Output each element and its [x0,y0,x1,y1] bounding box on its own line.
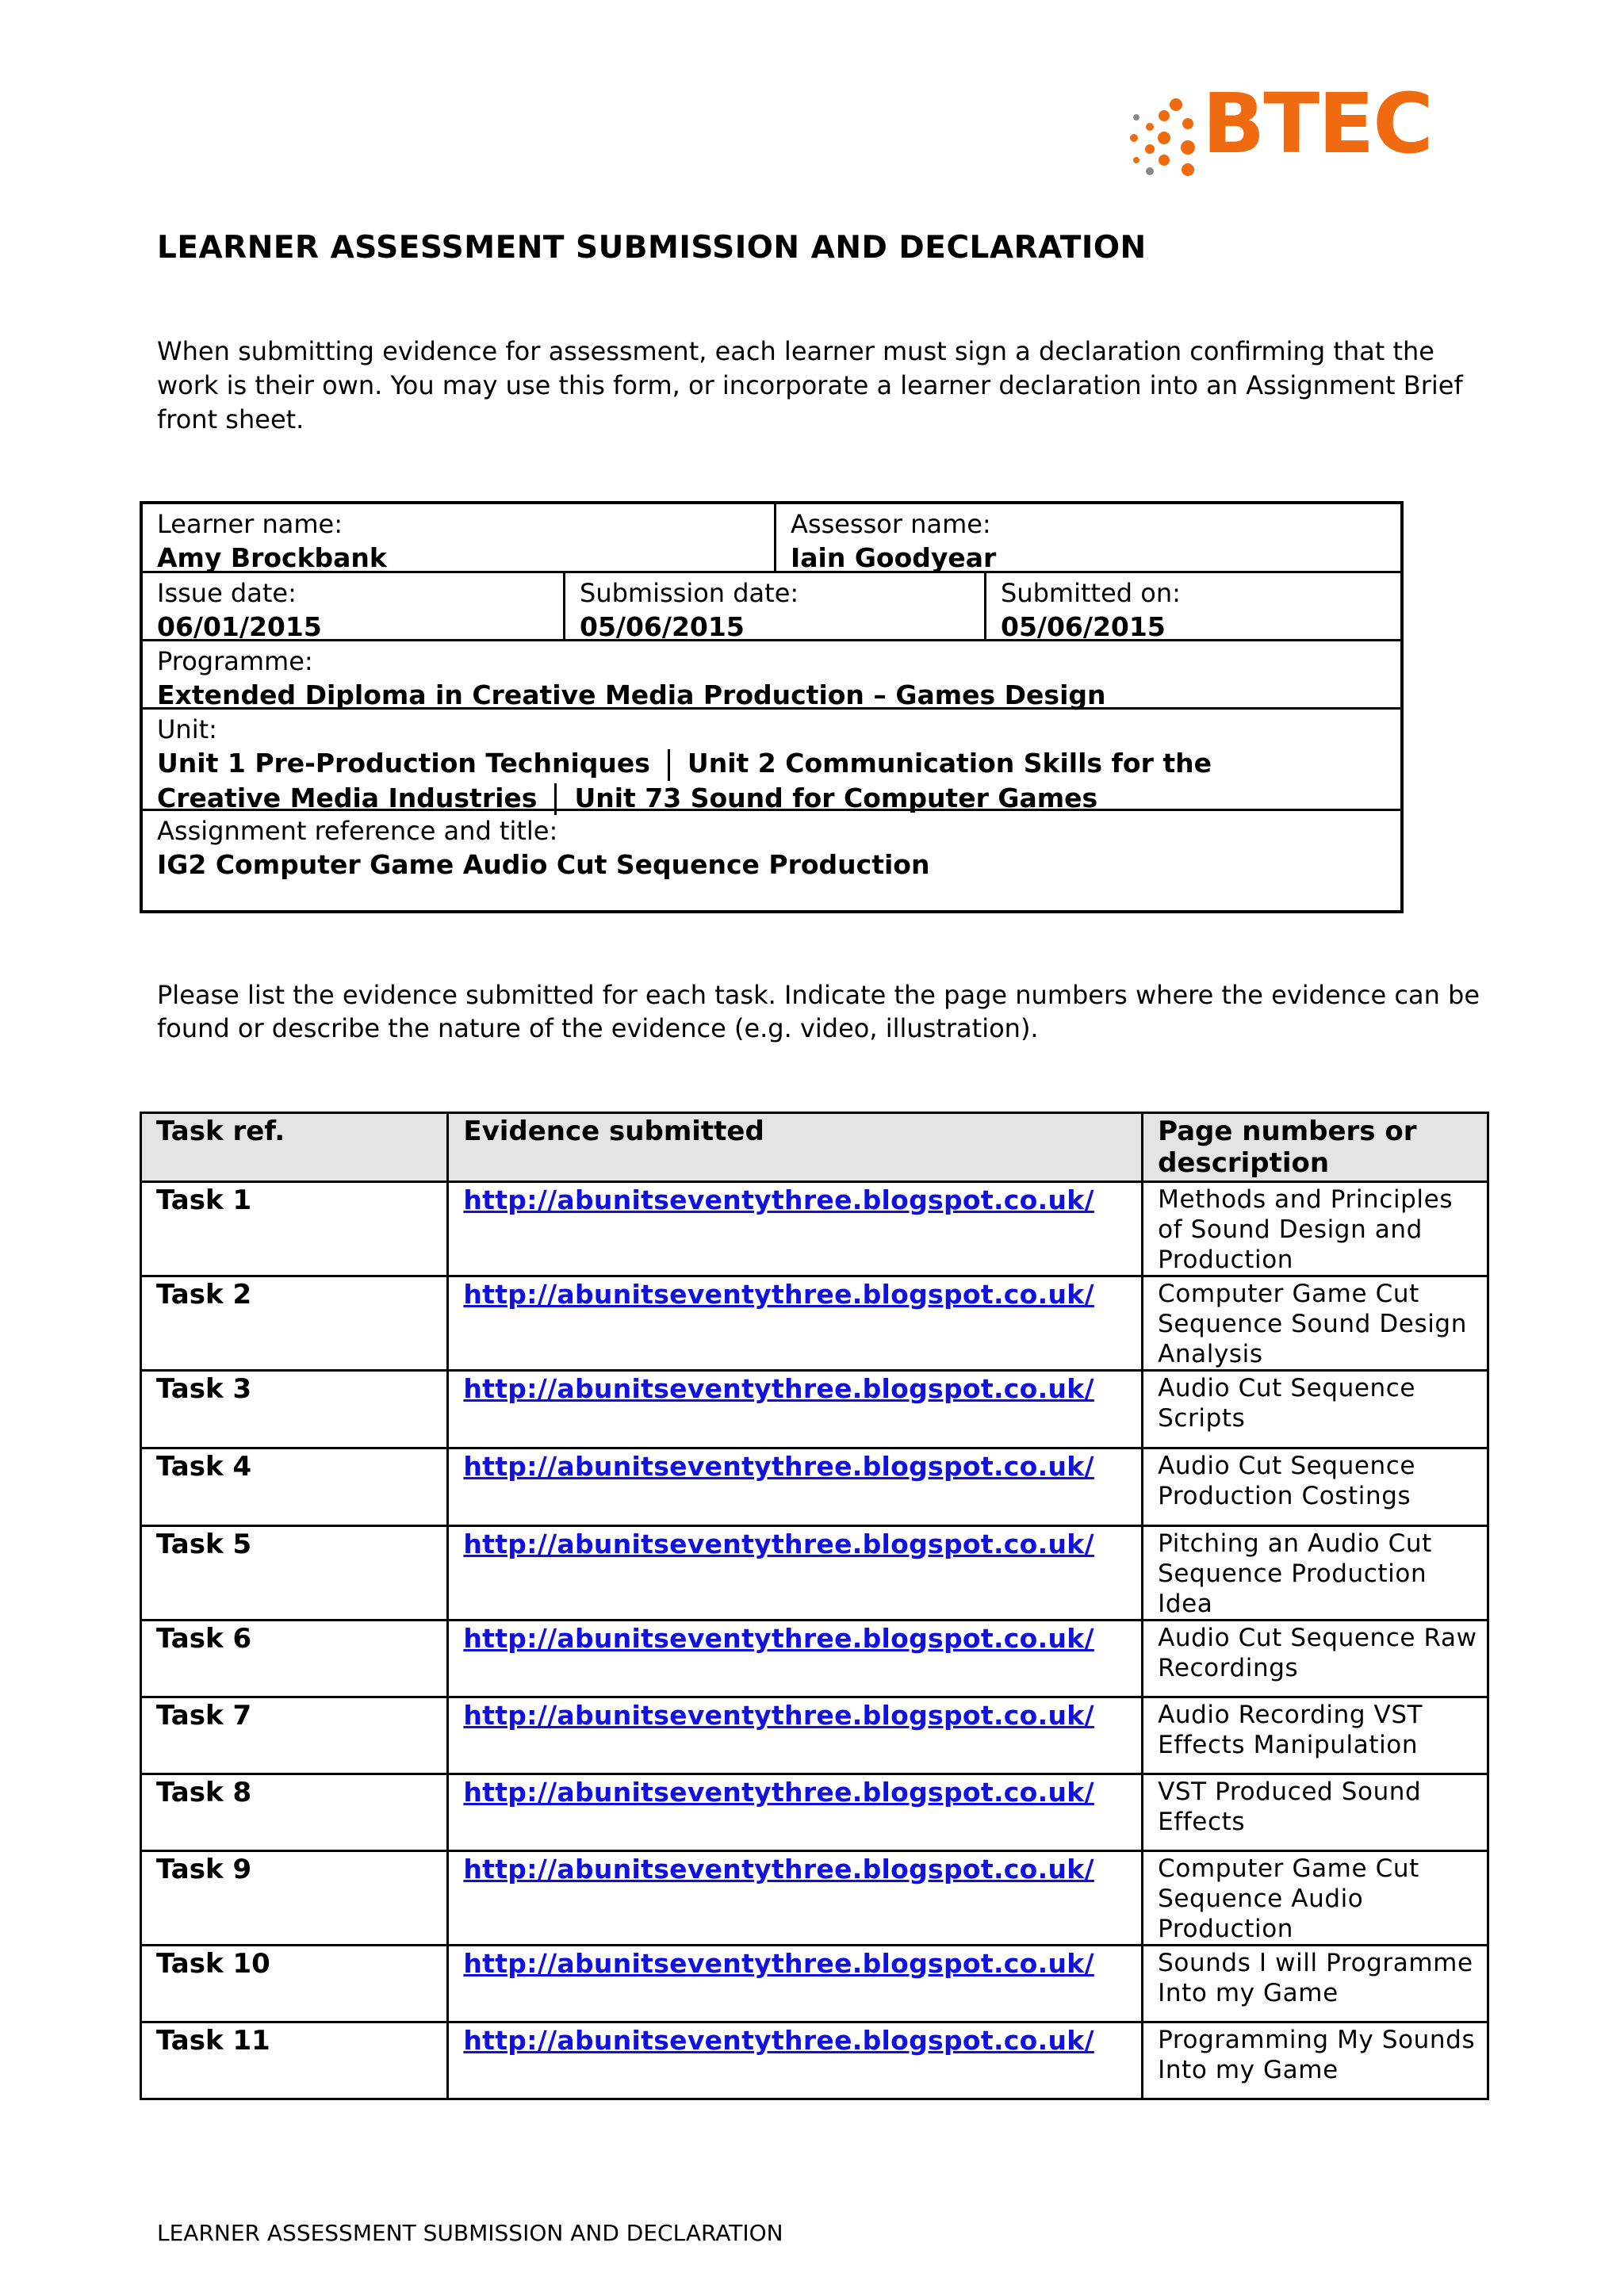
evidence-link[interactable]: http://abunitseventythree.blogspot.co.uk/ [463,1279,1094,1310]
assessor-name-cell [774,504,1400,571]
assessor-name-label: Assessor name: [791,509,991,539]
issue-date-label: Issue date: [157,578,297,608]
header-task-ref: Task ref. [141,1113,448,1182]
assignment-value: IG2 Computer Game Audio Cut Sequence Production [157,849,930,880]
unit-2-text: Unit 2 Communication Skills for the [687,748,1212,779]
task-description: Audio Recording VST Effects Manipulation [1143,1697,1488,1774]
page-footer: LEARNER ASSESSMENT SUBMISSION AND DECLARATION [157,2220,783,2246]
evidence-link[interactable]: http://abunitseventythree.blogspot.co.uk/ [463,1373,1094,1404]
btec-logo [1124,75,1432,181]
evidence-cell [448,1448,1143,1526]
task-ref: Task 9 [141,1851,448,1946]
evidence-link[interactable]: http://abunitseventythree.blogspot.co.uk/ [463,1700,1094,1731]
unit-line-2 [157,781,1386,816]
evidence-cell [448,1697,1143,1774]
table-row [141,1182,1488,1276]
unit-1-text: Unit 1 Pre-Production Techniques [157,748,650,779]
task-ref: Task 1 [141,1182,448,1276]
evidence-link[interactable]: http://abunitseventythree.blogspot.co.uk/ [463,1948,1094,1979]
programme-value: Extended Diploma in Creative Media Production – Games Design [157,679,1106,710]
task-description: Audio Cut Sequence Production Costings [1143,1448,1488,1526]
evidence-link[interactable]: http://abunitseventythree.blogspot.co.uk/ [463,1854,1094,1885]
task-description: Pitching an Audio Cut Sequence Production Idea [1143,1526,1488,1621]
task-ref: Task 2 [141,1276,448,1371]
page-title: LEARNER ASSESSMENT SUBMISSION AND DECLARATION [157,230,1147,266]
task-description: Computer Game Cut Sequence Sound Design Analysis [1143,1276,1488,1371]
evidence-link[interactable]: http://abunitseventythree.blogspot.co.uk/ [463,1184,1094,1215]
evidence-link[interactable]: http://abunitseventythree.blogspot.co.uk/ [463,1451,1094,1482]
evidence-cell [448,1371,1143,1448]
dots-icon [1124,78,1204,181]
table-row [141,1946,1488,2022]
issue-date-value: 06/01/2015 [157,611,322,642]
evidence-cell [448,1946,1143,2022]
learner-name-value: Amy Brockbank [157,542,387,573]
table-row [141,1697,1488,1774]
assessor-name-value: Iain Goodyear [791,542,997,573]
table-row [141,1774,1488,1851]
table-row [141,1526,1488,1621]
header-evidence: Evidence submitted [448,1113,1143,1182]
task-description: Sounds I will Programme Into my Game [1143,1946,1488,2022]
separator [668,749,670,781]
table-header-row [141,1113,1488,1182]
submission-date-value: 05/06/2015 [580,611,745,642]
evidence-cell [448,2022,1143,2099]
submitted-on-label: Submitted on: [1001,578,1181,608]
issue-date-cell [143,573,563,642]
evidence-link[interactable]: http://abunitseventythree.blogspot.co.uk/ [463,2025,1094,2056]
assignment-label: Assignment reference and title: [157,816,558,846]
task-description: Methods and Principles of Sound Design and Production [1143,1182,1488,1276]
programme-cell [143,641,1400,710]
task-description: Audio Cut Sequence Scripts [1143,1371,1488,1448]
task-ref: Task 4 [141,1448,448,1526]
evidence-link[interactable]: http://abunitseventythree.blogspot.co.uk/ [463,1529,1094,1559]
submitted-on-cell [984,573,1400,642]
task-description: Computer Game Cut Sequence Audio Production [1143,1851,1488,1946]
evidence-link[interactable]: http://abunitseventythree.blogspot.co.uk/ [463,1777,1094,1808]
task-ref: Task 11 [141,2022,448,2099]
submission-date-cell [563,573,984,642]
task-ref: Task 10 [141,1946,448,2022]
evidence-instructions: Please list the evidence submitted for each task. Indicate the page numbers where the evidence can be found or describe the nature of the evidence (e.g. video, illustration). [157,980,1480,1043]
header-page-numbers: Page numbers or description [1143,1113,1488,1182]
table-row [141,1371,1488,1448]
logo-text: BTEC [1202,75,1432,172]
intro-paragraph: When submitting evidence for assessment, each learner must sign a declaration confirming that the work is their own. You may use this form, or incorporate a learner declaration into an Assignment Brief front sheet. [157,336,1463,434]
task-description: VST Produced Sound Effects [1143,1774,1488,1851]
task-ref: Task 3 [141,1371,448,1448]
programme-label: Programme: [157,646,313,676]
task-ref: Task 5 [141,1526,448,1621]
table-row [141,1448,1488,1526]
submission-date-label: Submission date: [580,578,799,608]
evidence-table [140,1112,1489,2100]
evidence-cell [448,1621,1143,1697]
learner-info-table [140,501,1404,913]
unit-73-text: Unit 73 Sound for Computer Games [574,782,1098,813]
task-ref: Task 8 [141,1774,448,1851]
evidence-cell [448,1851,1143,1946]
table-row [141,1276,1488,1371]
evidence-cell [448,1774,1143,1851]
evidence-link[interactable]: http://abunitseventythree.blogspot.co.uk/ [463,1623,1094,1654]
table-row [141,1621,1488,1697]
unit-2-text-cont: Creative Media Industries [157,782,538,813]
learner-name-label: Learner name: [157,509,343,539]
task-ref: Task 6 [141,1621,448,1697]
unit-line-1 [157,746,1386,781]
task-description: Audio Cut Sequence Raw Recordings [1143,1621,1488,1697]
unit-cell [143,710,1400,813]
separator [554,783,557,815]
unit-label: Unit: [157,714,217,744]
evidence-cell [448,1526,1143,1621]
learner-name-cell [143,504,774,571]
task-description: Programming My Sounds Into my Game [1143,2022,1488,2099]
task-ref: Task 7 [141,1697,448,1774]
assignment-cell [143,811,1400,910]
submitted-on-value: 05/06/2015 [1001,611,1166,642]
evidence-cell [448,1276,1143,1371]
evidence-cell [448,1182,1143,1276]
table-row [141,2022,1488,2099]
table-row [141,1851,1488,1946]
